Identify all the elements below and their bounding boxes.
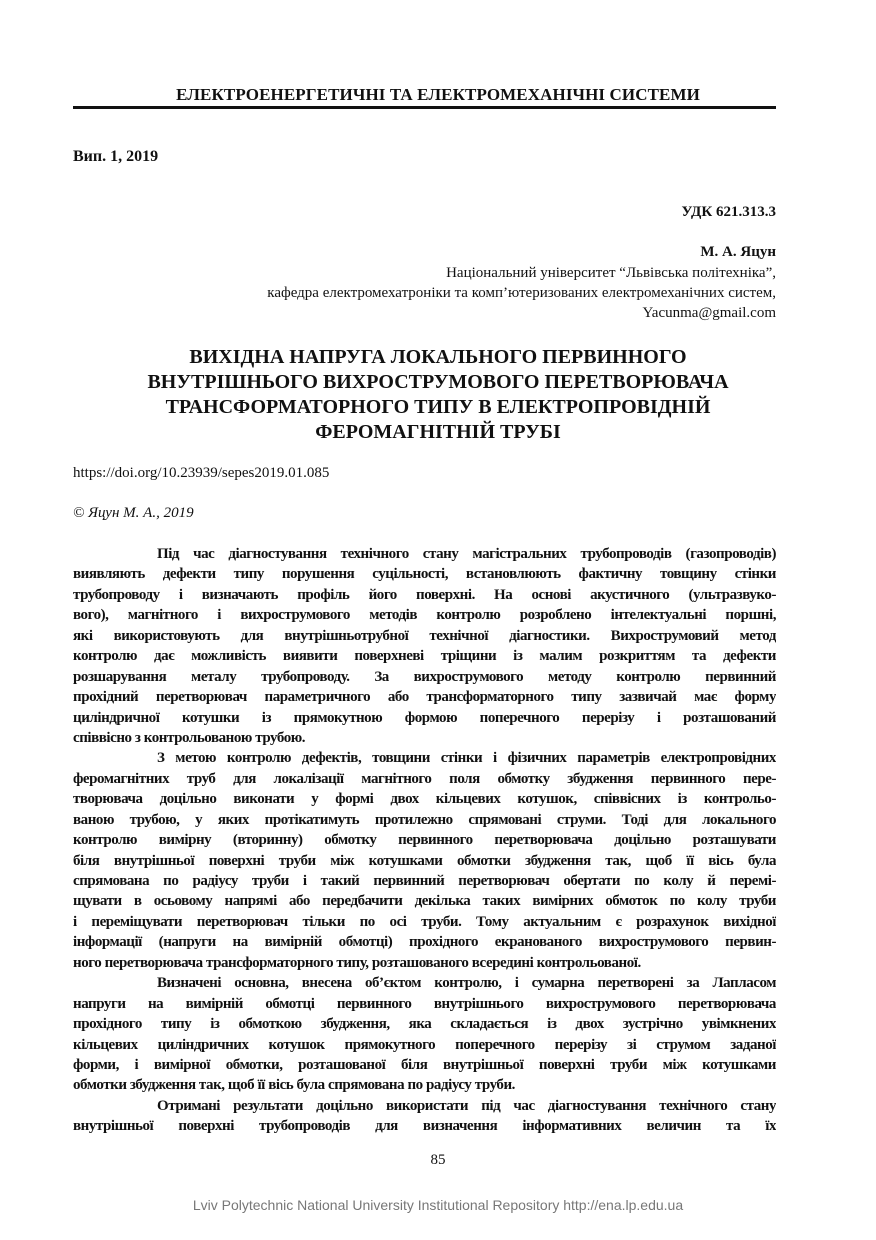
abstract-line: спрямована по радіусу труби і такий первинний перетворювач обертати по колу й перемі- [73, 873, 776, 889]
affiliation-university: Національний університет “Львівська політехніка”, [446, 265, 776, 281]
abstract-line: співвісно з контрольованою трубою. [73, 729, 306, 746]
abstract-line: форми, і вимірної обмотки, розташованої біля внутрішньої поверхні труби між котушками [73, 1056, 776, 1073]
abstract-line: феромагнітних труб для локалізації магнітного поля обмотку збудження первинного пере- [73, 770, 776, 787]
abstract-line: циліндричної котушки із прямокутною формою поперечного перерізу і розташований [73, 709, 776, 726]
abstract-line: розшарування металу трубопроводу. За вихрострумового методу контролю первинний [73, 668, 776, 685]
issue-label: Вип. 1, 2019 [73, 148, 159, 165]
title-line: ТРАНСФОРМАТОРНОГО ТИПУ В ЕЛЕКТРОПРОВІДНІЙ [165, 396, 711, 418]
abstract-line: З метою контролю дефектів, товщини стінки і фізичних параметрів електропровідних [157, 750, 776, 767]
abstract-line: щувати в осьовому напрямі або передбачити декілька таких вимірних обмоток по колу труби [73, 893, 776, 910]
abstract-line: ваною трубою, у яких протікатимуть протилежно спрямовані струми. Тоді для локального [73, 811, 776, 828]
author-name: М. А. Яцун [700, 244, 776, 260]
abstract-line: інформації (напруги на вимірній обмотці) прохідного екранованого вихрострумового первин- [73, 934, 776, 951]
paper-title [0, 345, 876, 445]
header-divider [73, 106, 776, 109]
abstract-line: обмотки збудження так, щоб її вісь була спрямована по радіусу труби. [73, 1077, 515, 1094]
abstract-line: які використовують для внутрішньотрубної технічної діагностики. Вихрострумовий метод [73, 627, 776, 644]
abstract-line: внутрішньої поверхні трубопроводів для визначення інформативних величин та їх [73, 1118, 776, 1135]
abstract-line: прохідний перетворювач параметричного або трансформаторного типу зазвичай має форму [73, 689, 776, 706]
title-line: ВНУТРІШНЬОГО ВИХРОСТРУМОВОГО ПЕРЕТВОРЮВАЧА [147, 371, 729, 393]
abstract-line: прохідного типу із обмоткою збудження, яка складається із двох зустрічно увімкнених [73, 1016, 776, 1033]
abstract-line: виявляють дефекти типу порушення суцільності, встановлюють фактичну товщину стінки [73, 566, 776, 583]
abstract-line: Отримані результати доцільно використати під час діагностування технічного стану [157, 1097, 776, 1114]
journal-title: ЕЛЕКТРОЕНЕРГЕТИЧНІ ТА ЕЛЕКТРОМЕХАНІЧНІ СИСТЕМИ [176, 85, 700, 104]
abstract-line: творювача доцільно виконати у формі двох кільцевих котушок, співвісних із контрольо- [73, 791, 776, 808]
title-line: ВИХІДНА НАПРУГА ЛОКАЛЬНОГО ПЕРВИННОГО [189, 346, 687, 368]
abstract-line: кільцевих циліндричних котушок прямокутного поперечного перерізу зі струмом заданої [73, 1036, 776, 1053]
affiliation-department: кафедра електромехатроніки та комп’ютеризованих електромеханічних систем, [267, 285, 776, 301]
doi-link[interactable]: https://doi.org/10.23939/sepes2019.01.085 [73, 465, 330, 481]
abstract-line: біля внутрішньої поверхні труби між котушками обмотки збудження так, щоб її вісь була [73, 852, 776, 869]
udc-code: УДК 621.313.3 [681, 204, 776, 220]
abstract-line: і переміщувати перетворювач тільки по осі труби. Тому актуальним є розрахунок вихідної [73, 913, 776, 930]
abstract-line: напруги на вимірній обмотці первинного внутрішнього вихрострумового перетворювача [73, 995, 776, 1012]
repository-footer[interactable]: Lviv Polytechnic National University Institutional Repository http://ena.lp.edu.ua [192, 1197, 684, 1213]
abstract-line: Визначені основна, внесена об’єктом контролю, і сумарна перетворені за Лапласом [157, 975, 776, 992]
abstract-line: ного перетворювача трансформаторного типу, розташованого всередині контрольованої. [73, 954, 641, 971]
abstract-line: Під час діагностування технічного стану магістральних трубопроводів (газопроводів) [157, 546, 776, 562]
abstract-line: трубопроводу і визначають профіль його поверхні. На основі акустичного (ультразвуко- [73, 586, 776, 603]
abstract-line: вого), магнітного і вихрострумового методів контролю розроблено інтелектуальні поршні, [73, 607, 776, 624]
abstract [73, 544, 776, 1137]
abstract-line: контролю дає можливість виявити поверхневі тріщини із малим розкриттям та дефекти [73, 648, 776, 665]
page-number: 85 [430, 1152, 446, 1168]
author-email: Yacunma@gmail.com [642, 305, 776, 321]
title-line: ФЕРОМАГНІТНІЙ ТРУБІ [315, 421, 561, 443]
abstract-line: контролю вимірну (вторинну) обмотку первинного перетворювача доцільно розташувати [73, 832, 776, 849]
copyright-notice: © Яцун М. А., 2019 [73, 505, 194, 521]
